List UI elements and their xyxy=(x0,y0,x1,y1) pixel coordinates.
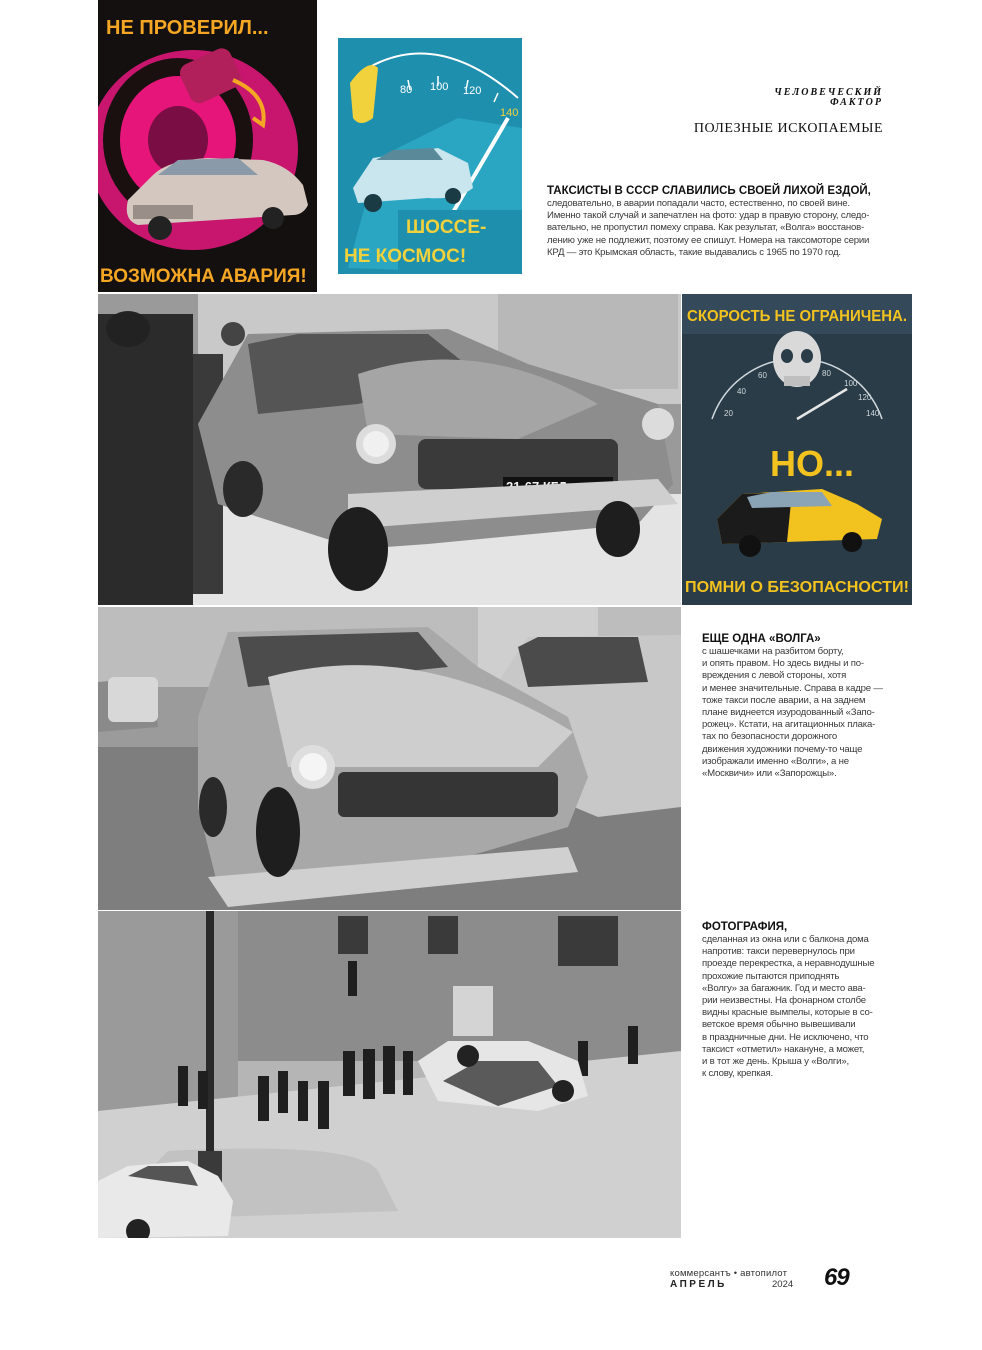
page-footer xyxy=(670,1264,885,1292)
caption-line: рии неизвестны. На фонарном столбе xyxy=(702,995,866,1007)
dial-label-100: 100 xyxy=(844,379,858,388)
caption-title: ФОТОГРАФИЯ, xyxy=(702,921,788,933)
caption-line: в праздничные дни. Не исключено, что xyxy=(702,1031,869,1043)
caption-line: КРД — это Крымская область, такие выдавались с 1965 по 1970 год. xyxy=(547,246,841,258)
caption-line: прохожие пытаются приподнять xyxy=(702,970,840,982)
caption-line: вреждения с левой стороны, хотя xyxy=(702,670,847,682)
dial-label-140: 140 xyxy=(866,409,880,418)
caption-body xyxy=(547,198,892,259)
poster-highway-not-space xyxy=(338,38,522,274)
dial-label-80: 80 xyxy=(400,84,413,96)
photo-overturned-taxi xyxy=(98,911,681,1238)
section-title-line1: ЧЕЛОВЕЧЕСКИЙ xyxy=(774,87,883,98)
dial-label-100: 100 xyxy=(430,81,449,93)
poster3-middle-text: НО... xyxy=(770,443,855,484)
caption-line: ветское время обычно вывешивали xyxy=(702,1019,856,1031)
caption-line: вательно, не пропустил помеху справа. Как результат, «Волга» восстанов- xyxy=(547,222,865,234)
caption-line: и опять правом. Но здесь видны и по- xyxy=(702,658,864,670)
magazine-name: коммерсантъ • автопилот xyxy=(670,1268,788,1279)
caption-line: и в тот же день. Крыша у «Волги», xyxy=(702,1056,849,1068)
caption-body xyxy=(702,646,892,780)
caption-line: проезде перекрестка, а неравнодушные xyxy=(702,958,875,970)
dial-label-60: 60 xyxy=(758,371,767,380)
dial-label-40: 40 xyxy=(737,387,746,396)
poster1-top-text: НЕ ПРОВЕРИЛ... xyxy=(106,17,269,39)
poster2-line1: ШОССЕ- xyxy=(406,217,487,238)
dial-label-120: 120 xyxy=(858,393,872,402)
dial-label-140: 140 xyxy=(500,107,519,119)
caption-line: «Волгу» за багажник. Год и место ава- xyxy=(702,982,866,994)
page-number: 69 xyxy=(824,1264,849,1291)
caption-line: рожец». Кстати, на агитационных плака- xyxy=(702,719,876,731)
caption-line: изображали именно «Волги», а не xyxy=(702,755,849,767)
caption-another-volga xyxy=(702,632,892,780)
section-title-line2: ФАКТОР xyxy=(830,97,883,108)
dial-label-20: 20 xyxy=(724,409,733,418)
poster-speed-unlimited xyxy=(682,294,912,605)
photo-damaged-volga-left xyxy=(98,607,681,910)
caption-line: сделанная из окна или с балкона дома xyxy=(702,934,869,945)
section-subtitle: ПОЛЕЗНЫЕ ИСКОПАЕМЫЕ xyxy=(693,121,883,136)
caption-line: тоже такси после аварии, а на заднем xyxy=(702,694,866,706)
caption-line: таксист «отметил» накануне, а может, xyxy=(702,1043,865,1055)
caption-line: «Москвичи» или «Запорожцы». xyxy=(702,768,837,780)
poster-not-checked xyxy=(98,0,317,292)
caption-taxi-drivers xyxy=(547,184,892,259)
caption-line: напротив: такси перевернулось при xyxy=(702,946,855,958)
caption-line: с шашечками на разбитом борту, xyxy=(702,646,844,657)
caption-line: и менее значительные. Справа в кадре — xyxy=(702,682,883,694)
caption-line: следовательно, в аварии попадали часто, естественно, по своей вине. xyxy=(547,198,850,209)
issue-year: 2024 xyxy=(772,1279,794,1290)
caption-line: Именно такой случай и запечатлен на фото: удар в правую сторону, следо- xyxy=(547,210,870,222)
poster3-bottom-text: ПОМНИ О БЕЗОПАСНОСТИ! xyxy=(685,579,909,596)
poster2-line2: НЕ КОСМОС! xyxy=(344,246,467,267)
caption-line: движения художники почему-то чаще xyxy=(702,743,863,755)
poster3-top-text: СКОРОСТЬ НЕ ОГРАНИЧЕНА. xyxy=(687,308,907,325)
caption-title: ТАКСИСТЫ В СССР СЛАВИЛИСЬ СВОЕЙ ЛИХОЙ ЕЗДОЙ, xyxy=(547,185,871,197)
caption-line: тах по безопасности дорожного xyxy=(702,731,837,743)
caption-photograph xyxy=(702,920,892,1080)
caption-line: лению уже не подлежит, поэтому ее спишут. Номера на таксомоторе серии xyxy=(547,234,870,246)
caption-line: к слову, крепкая. xyxy=(702,1068,774,1080)
caption-title: ЕЩЕ ОДНА «ВОЛГА» xyxy=(702,633,821,645)
caption-line: плане виднеется изуродованный «Запо- xyxy=(702,707,875,719)
caption-line: видны красные вымпелы, которые в со- xyxy=(702,1007,873,1019)
dial-label-120: 120 xyxy=(463,85,482,97)
issue-month: АПРЕЛЬ xyxy=(670,1279,727,1290)
poster1-bottom-text: ВОЗМОЖНА АВАРИЯ! xyxy=(100,266,307,287)
photo-crashed-volga-front xyxy=(98,294,681,605)
caption-body xyxy=(702,934,892,1080)
dial-label-80: 80 xyxy=(822,369,831,378)
